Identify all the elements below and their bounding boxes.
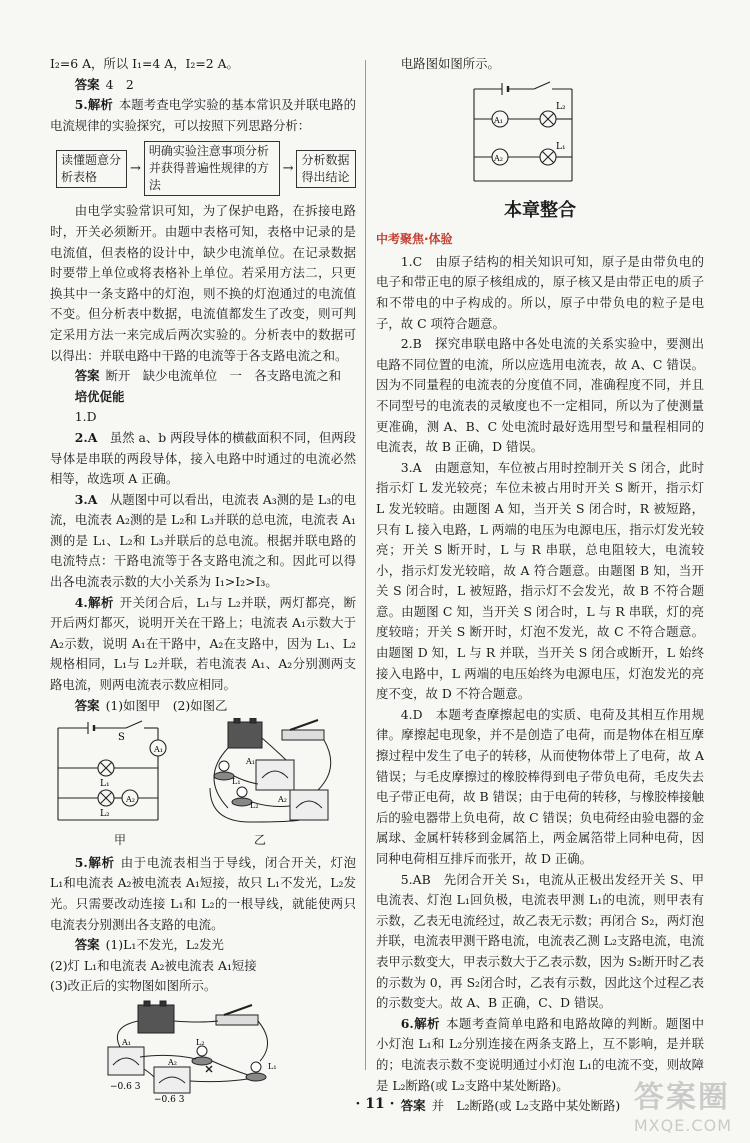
svg-text:A₂: A₂ <box>278 795 287 805</box>
answer-text: (1)如图甲 (2)如图乙 <box>105 697 228 713</box>
exam-q4: 4.D 本题考查摩擦起电的实质、电荷及其相互作用规律。摩擦起电现象，并不是创造了电荷，而是物体在相互摩擦过程中发生了电子的转移，从而使物体带上了电荷，故 A 错误；与毛皮摩擦过的橡胶棒得到电子带负电荷，毛皮失去电子带正电荷，故 B 错误；由于电荷的转移，与橡胶棒接触后的验电器带上负电荷，故 C 错误；负电荷经由验电器的金属球、金属杆转移到金属箔上，两金属箔带上同种电荷，因同种电荷相互排斥而张开，故 D 正确。 <box>376 706 704 866</box>
svg-text:A₁: A₁ <box>122 1037 131 1047</box>
arrow-right-icon: → <box>282 160 294 176</box>
svg-text:A₁: A₁ <box>154 745 163 755</box>
peiyou-4 <box>50 593 356 696</box>
column-divider <box>365 60 366 1070</box>
answer-text: 断开 缺少电流单位 一 各支路电流之和 <box>105 368 341 384</box>
arrow-right-icon: → <box>129 160 141 176</box>
exam-q3: 3.A 由题意知，车位被占用时控制开关 S 闭合，此时指示灯 L 发光较亮；车位未被占用时开关 S 断开，指示灯 L 发光较暗。由题图 A 知，当开关 S 闭合时，R 被短路，只有 L 接入电路，L 两端的电压为电源电压，指示灯发光较亮；开关 S 断开时，L 与 R 串联，总电阻较大，电流较小，指示灯发光较暗，故 A 符合题意。由题图 B 知，当开关 S 闭合时，L 被短路，指示灯不会发光，故 B 不符合题意。由题图 C 知，当开关 S 闭合时，L 与 R 串联，灯的亮度较暗；开关 S 断开时，灯泡不发光，故 C 不符合题意。由题图 D 知，L 与 R 并联，当开关 S 闭合或断开，L 始终接入电路中，L 两端的电压始终为电源电压，灯泡发光的亮度不变，故 D 不符合题意。 <box>376 459 704 702</box>
answer-text: (1)L₁不发光，L₂发光 <box>105 937 224 953</box>
analysis-label: 解析 <box>87 594 114 610</box>
circuit-diagram-right <box>376 77 696 195</box>
figure-captions <box>50 830 330 851</box>
chapter-summary-title: 本章整合 <box>504 199 576 221</box>
peiyou-2 <box>50 428 356 490</box>
answer-text: 4 2 <box>105 76 134 92</box>
analysis-text: 本题考查简单电路和电路故障的判断。题图中小灯泡 L₁和 L₂分别连接在两条支路上，互不影响，是并联的；电流表示数不变说明通过小灯泡 L₁的电流不变，则故障是 L₂断路(或 L₂支路中某处断路)。 <box>376 1015 705 1093</box>
analysis-label: 解析 <box>87 97 113 113</box>
analysis-label: 解析 <box>87 854 115 870</box>
question-number: 2.A <box>74 429 98 445</box>
left-column <box>50 54 356 1105</box>
question-number: 5. <box>74 854 88 870</box>
exam-q2: 2.B 探究串联电路中各处电流的关系实验中，要测出电路不同位置的电流，所以应选用电流表，故 A、C 错误。因为不同量程的电流表的分度值不同，准确程度不同，并且不同型号的电流表的灵敏度也不一定相同，所以为了使测量更准确，测 A、B、C 处电流时最好选用型号和量程相同的电流表，故 B 正确，D 错误。 <box>376 336 704 455</box>
page-number: · 11 · <box>355 1096 395 1112</box>
exam-focus-tag: 中考聚焦·体验 <box>376 232 453 247</box>
analysis-text: 开关闭合后，L₁与 L₂并联，两灯都亮，断开后两灯都灭，说明开关在干路上；电流表 A₁示数大于 A₂示数，说明 A₁在干路中，A₂在支路中，因为 L₁、L₂规格相同，L₁与 L₂并联，若电流表 A₁、A₂分别测两支路电流，则两电流表示数应相同。 <box>50 594 356 693</box>
answer-p5-2: (2)灯 L₁和电流表 A₂被电流表 A₁短接 <box>50 957 257 973</box>
exam-q1: 1.C 由原子结构的相关知识可知，原子是由带负电的电子和带正电的原子核组成的，原子核又是由带正电的质子和不带电的中子构成的。所以，原子中带负电的粒子是电子，故 C 项符合题意。 <box>376 253 704 331</box>
answer-label: 答案 <box>74 697 100 713</box>
analysis-label: 解析 <box>413 1015 441 1031</box>
answer-p5-1 <box>50 935 356 956</box>
circuit-diagram-jia <box>58 721 166 820</box>
peiyou-5 <box>50 853 356 935</box>
right-column <box>376 54 704 1117</box>
peiyou-1: 1.D <box>74 409 97 425</box>
circuit-intro: 电路图如图所示。 <box>400 56 500 71</box>
caption-yi: 乙 <box>253 833 266 848</box>
corrected-physical-circuit <box>50 999 290 1103</box>
svg-text:L₁: L₁ <box>556 141 566 152</box>
analysis-flowchart <box>56 141 356 196</box>
analysis-5-body: 由电学实验常识可知，为了保护电路，在拆接电路时，开关必须断开。由题中表格可知，表格中记录的是电流值，但表格的设计中，缺少电流单位。在记录数据时要带上单位或将表格补上单位。若采用方法二，只更换其中一条支路中的灯泡，则不换的灯泡通过的电流值不变。但分析表中数据，电流值都发生了改变，则可判定采用方法一来完成后两次实验的。分析表中的数据可以得出：并联电路中干路的电流等于各支路电流之和。 <box>50 203 356 363</box>
question-number: 3.A <box>74 491 98 507</box>
question-number: 6. <box>400 1015 414 1031</box>
answer-label: 答案 <box>400 1098 426 1114</box>
question-number: 4. <box>74 594 88 610</box>
svg-text:L₂: L₂ <box>100 809 110 820</box>
svg-text:−0.6 3: −0.6 3 <box>110 1081 141 1092</box>
flow-step-2: 明确实验注意事项分析并获得普遍性规律的方法 <box>144 141 280 196</box>
analysis-text: 本题考查电学实验的基本常识及并联电路的电流规律的实验探究，可以按照下列思路分析： <box>50 97 357 133</box>
answer-text: 并 L₂断路(或 L₂支路中某处断路) <box>431 1098 621 1114</box>
svg-text:A₂: A₂ <box>168 1057 177 1067</box>
svg-text:A₁: A₁ <box>246 757 255 767</box>
watermark-logo <box>634 1072 732 1135</box>
answer-p5-3: (3)改正后的实物图如图所示。 <box>50 978 217 994</box>
svg-text:A₁: A₁ <box>494 115 503 125</box>
answer-5 <box>50 366 356 387</box>
section-heading-peiyou: 培优促能 <box>74 388 125 404</box>
analysis-text: 由于电流表相当于导线，闭合开关，灯泡 L₁和电流表 A₂被电流表 A₁短接，故只 L₁不发光，L₂发光。只需要改动连接 L₁和 L₂的一根导线，就能使两只电流表分别测出各支路的电流。 <box>50 854 357 932</box>
analysis-5 <box>50 95 356 136</box>
svg-text:S: S <box>118 732 125 744</box>
svg-text:L₁: L₁ <box>232 777 241 787</box>
answer-text: 从题图中可以看出，电流表 A₃测的是 L₃的电流，电流表 A₂测的是 L₂和 L₃并联的总电流，电流表 A₁测的是 L₁、L₂和 L₃并联后的总电流。根据并联电路的电流特点：干路电流等于各支路电流之和。因此可以得出各电流表示数的大小关系为 I₁>I₂>I₃。 <box>50 491 356 590</box>
watermark-text: 答案圈 <box>633 1080 730 1115</box>
answer-label: 答案 <box>74 76 100 92</box>
svg-text:L₂: L₂ <box>196 1037 205 1047</box>
answer-p4 <box>50 696 356 717</box>
svg-text:L₂: L₂ <box>250 801 259 811</box>
caption-jia: 甲 <box>113 833 126 848</box>
svg-text:L₁: L₁ <box>268 1061 277 1071</box>
flow-step-3: 分析数据得出结论 <box>296 150 356 188</box>
exam-q5: 5.AB 先闭合开关 S₁，电流从正极出发经开关 S、甲电流表、灯泡 L₁回负极，电流表甲测 L₁的电流，则甲表有示数，乙表无电流经过，故乙表无示数；再闭合 S₂，两灯泡并联，电流表甲测干路电流，电流表乙测 L₂支路电流，电流表甲示数变大，甲表示数大于乙表示数，因为 S₂断开时乙表的示数为 0，再 S₂闭合时，乙表有示数，因此这个过程乙表的示数变大。故 A、B 正确，C、D 错误。 <box>376 871 704 1011</box>
physical-circuit-yi <box>210 718 331 822</box>
flow-step-1: 读懂题意分析表格 <box>56 150 127 188</box>
answer-label: 答案 <box>74 368 100 384</box>
answer-text: 虽然 a、b 两段导体的横截面积不同，但两段导体是串联的两段导体，接入电路中时通过的电流必然相等，故选项 A 正确。 <box>50 429 357 487</box>
svg-text:L₁: L₁ <box>100 779 110 790</box>
answer-3 <box>50 75 356 96</box>
svg-text:L₂: L₂ <box>556 101 566 112</box>
svg-text:A₂: A₂ <box>126 795 135 805</box>
peiyou-3 <box>50 490 356 593</box>
figure-jia-yi <box>50 718 350 830</box>
answer-label: 答案 <box>74 937 100 953</box>
svg-text:A₂: A₂ <box>494 153 503 163</box>
watermark-url: MXQE.COM <box>633 1116 732 1135</box>
svg-text:−0.6 3: −0.6 3 <box>154 1094 185 1103</box>
answer-line-current: I₂=6 A，所以 I₁=4 A，I₂=2 A。 <box>50 56 239 71</box>
question-number: 5. <box>74 97 88 113</box>
